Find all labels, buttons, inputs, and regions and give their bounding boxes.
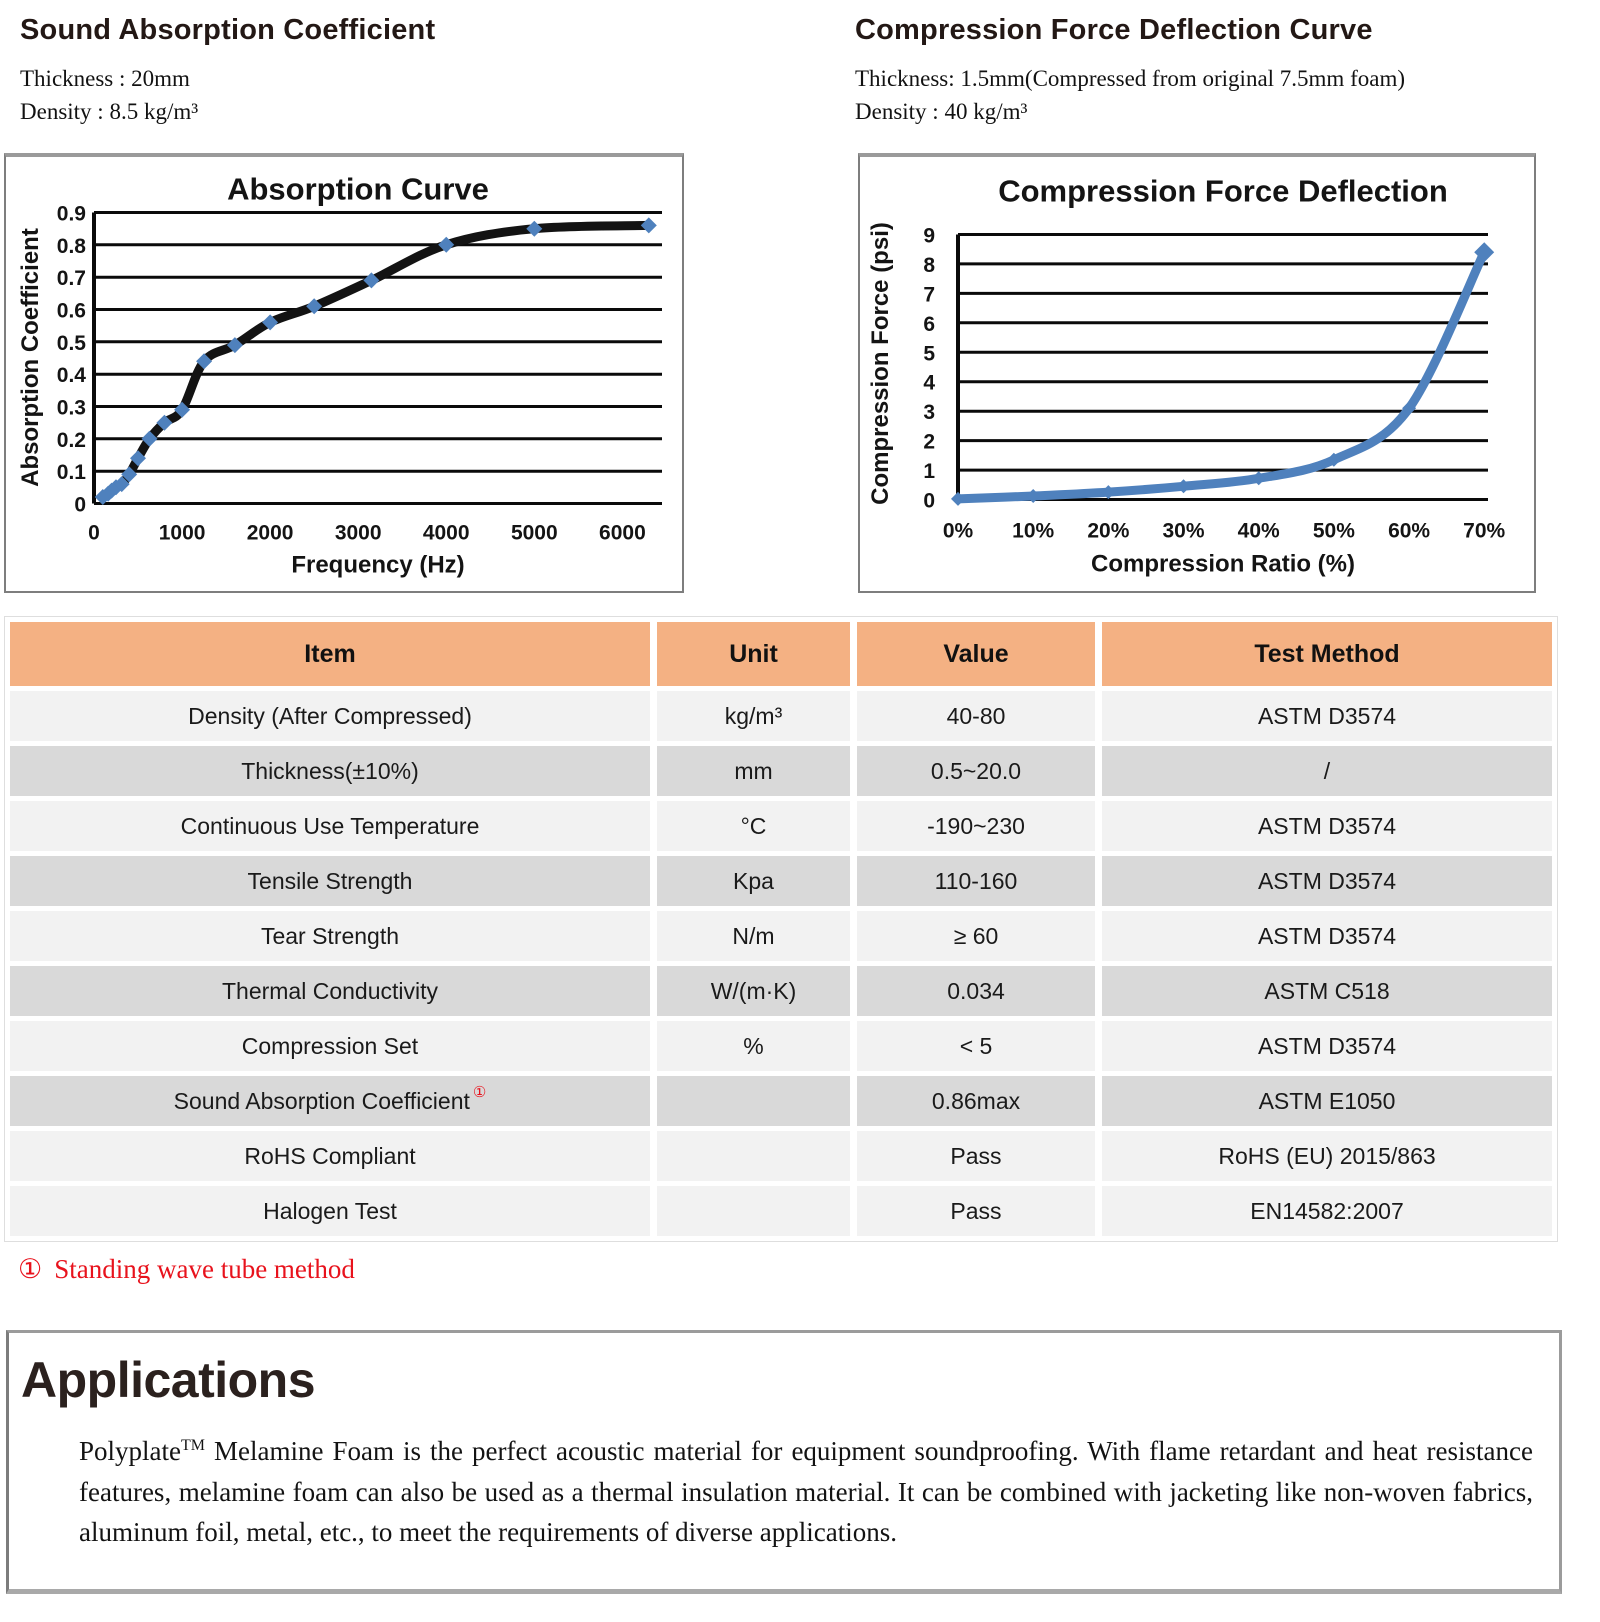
x-tick-label: 4000: [422, 521, 470, 545]
unit-cell: mm: [657, 746, 850, 796]
thickness-line: Thickness : 20mm: [20, 66, 190, 91]
item-cell: [10, 966, 650, 1016]
value-cell: 0.034: [857, 966, 1095, 1016]
sound-absorption-header: [20, 14, 435, 128]
test-cell: ASTM D3574: [1102, 911, 1552, 961]
item-label: RoHS Compliant: [244, 1142, 416, 1169]
paragraph-body: Melamine Foam is the perfect acoustic material for equipment soundproofing. With flame retardant and heat resistance features, melamine foam can also be used as a thermal insulation material. It can be combined with jacketing like non-woven fabrics, aluminum foil, metal, etc., to meet the requirements of diverse applications.: [79, 1436, 1533, 1547]
unit-cell: kg/m³: [657, 691, 850, 741]
y-tick-label: 0.8: [56, 234, 86, 258]
item-label: Thermal Conductivity: [221, 977, 439, 1004]
x-axis-title: Frequency (Hz): [291, 551, 465, 579]
y-tick-label: 0: [923, 489, 935, 513]
value-cell: 40-80: [857, 691, 1095, 741]
value-cell: -190~230: [857, 801, 1095, 851]
x-tick-label: 40%: [1237, 519, 1280, 543]
value-cell: ≥ 60: [857, 911, 1095, 961]
data-point-marker: [1101, 485, 1115, 499]
unit-cell: %: [657, 1021, 850, 1071]
compression-title: Compression Force Deflection Curve: [855, 14, 1373, 46]
footnote-marker: ①: [18, 1254, 43, 1284]
test-cell: RoHS (EU) 2015/863: [1102, 1131, 1552, 1181]
test-cell: ASTM D3574: [1102, 1021, 1552, 1071]
paragraph-lead: Polyplate: [79, 1436, 181, 1466]
x-tick-label: 20%: [1087, 519, 1130, 543]
x-tick-label: 10%: [1012, 519, 1055, 543]
y-tick-label: 5: [923, 342, 935, 366]
series-line: [958, 252, 1484, 499]
item-label: Sound Absorption Coefficient: [173, 1087, 470, 1114]
absorption-curve-chart: [6, 157, 682, 591]
item-cell: [10, 691, 650, 741]
chart-title: Absorption Curve: [227, 171, 489, 207]
item-label: Thickness(±10%): [241, 757, 419, 784]
unit-cell: [657, 1076, 850, 1126]
y-tick-label: 6: [923, 312, 935, 336]
item-label: Density (After Compressed): [188, 702, 472, 729]
absorption-chart-panel: [4, 153, 684, 593]
test-cell: ASTM D3574: [1102, 691, 1552, 741]
x-tick-label: 50%: [1312, 519, 1355, 543]
series-line: [103, 225, 649, 497]
y-tick-label: 1: [923, 460, 935, 484]
y-tick-label: 0.2: [56, 428, 86, 452]
footnote-reference-marker: ①: [472, 1084, 487, 1101]
item-label: Tear Strength: [260, 922, 400, 949]
y-tick-label: 9: [923, 224, 935, 248]
compression-header: [855, 14, 1405, 128]
y-tick-label: 0.6: [56, 299, 86, 323]
value-cell: Pass: [857, 1131, 1095, 1181]
test-cell: ASTM C518: [1102, 966, 1552, 1016]
item-cell: [10, 1076, 650, 1126]
density-line: Density : 8.5 kg/m³: [20, 98, 199, 124]
y-tick-label: 0: [74, 493, 86, 517]
unit-cell: [657, 1186, 850, 1236]
compression-chart-panel: [858, 153, 1536, 593]
y-tick-label: 0.4: [56, 364, 86, 388]
x-axis-title: Compression Ratio (%): [1090, 550, 1356, 578]
unit-cell: [657, 1131, 850, 1181]
x-tick-label: 70%: [1463, 519, 1506, 543]
unit-cell: W/(m·K): [657, 966, 850, 1016]
item-label: Tensile Strength: [247, 867, 413, 894]
thickness-line: Thickness: 1.5mm(Compressed from original 7.5mm foam): [855, 66, 1405, 91]
x-tick-label: 60%: [1388, 519, 1431, 543]
test-cell: ASTM D3574: [1102, 856, 1552, 906]
y-tick-label: 0.3: [56, 396, 86, 420]
y-tick-label: 0.5: [56, 331, 86, 355]
y-tick-label: 7: [923, 283, 935, 307]
table-header-cell: Test Method: [1102, 622, 1552, 686]
density-line: Density : 40 kg/m³: [855, 98, 1028, 124]
x-tick-label: 30%: [1162, 519, 1205, 543]
item-cell: [10, 1131, 650, 1181]
table-header-cell: Value: [857, 622, 1095, 686]
unit-cell: Kpa: [657, 856, 850, 906]
data-point-marker: [951, 492, 965, 506]
compression-conditions: [855, 63, 1405, 128]
footnote-text: Standing wave tube method: [54, 1254, 355, 1284]
test-cell: /: [1102, 746, 1552, 796]
data-point-marker: [526, 221, 542, 237]
value-cell: 110-160: [857, 856, 1095, 906]
item-cell: [10, 1021, 650, 1071]
data-point-marker: [641, 217, 657, 233]
x-tick-label: 2000: [246, 521, 294, 545]
y-tick-label: 4: [923, 371, 935, 395]
y-axis-title: Compression Force (psi): [867, 222, 894, 505]
test-cell: ASTM E1050: [1102, 1076, 1552, 1126]
x-tick-label: 3000: [334, 521, 382, 545]
sound-absorption-title: Sound Absorption Coefficient: [20, 14, 436, 46]
item-cell: [10, 746, 650, 796]
item-cell: [10, 856, 650, 906]
value-cell: < 5: [857, 1021, 1095, 1071]
compression-force-deflection-chart: [860, 157, 1534, 591]
applications-section: [6, 1330, 1562, 1594]
item-label: Continuous Use Temperature: [180, 812, 480, 839]
y-axis-title: Absorption Coefficient: [17, 228, 44, 487]
trademark-sup: TM: [181, 1437, 205, 1454]
y-tick-label: 0.7: [56, 267, 86, 291]
item-cell: [10, 1186, 650, 1236]
x-tick-label: 0: [88, 521, 100, 545]
unit-cell: N/m: [657, 911, 850, 961]
item-cell: [10, 801, 650, 851]
item-cell: [10, 911, 650, 961]
y-tick-label: 0.9: [56, 202, 86, 226]
x-tick-label: 0%: [942, 519, 974, 543]
value-cell: 0.5~20.0: [857, 746, 1095, 796]
test-cell: EN14582:2007: [1102, 1186, 1552, 1236]
unit-cell: °C: [657, 801, 850, 851]
footnote: [18, 1254, 355, 1285]
table-header-cell: Unit: [657, 622, 850, 686]
value-cell: Pass: [857, 1186, 1095, 1236]
test-cell: ASTM D3574: [1102, 801, 1552, 851]
y-tick-label: 0.1: [56, 461, 86, 485]
applications-title: Applications: [21, 1352, 316, 1408]
y-tick-label: 2: [923, 430, 935, 454]
item-label: Compression Set: [241, 1032, 419, 1059]
x-tick-label: 5000: [510, 521, 558, 545]
properties-table: [10, 622, 1552, 1236]
x-tick-label: 1000: [158, 521, 206, 545]
chart-title: Compression Force Deflection: [998, 173, 1448, 209]
applications-paragraph: [79, 1431, 1533, 1553]
y-tick-label: 3: [923, 401, 935, 425]
item-label: Halogen Test: [263, 1197, 397, 1224]
y-tick-label: 8: [923, 253, 935, 277]
sound-absorption-conditions: [20, 63, 435, 128]
value-cell: 0.86max: [857, 1076, 1095, 1126]
x-tick-label: 6000: [599, 521, 646, 545]
table-header-cell: Item: [10, 622, 650, 686]
